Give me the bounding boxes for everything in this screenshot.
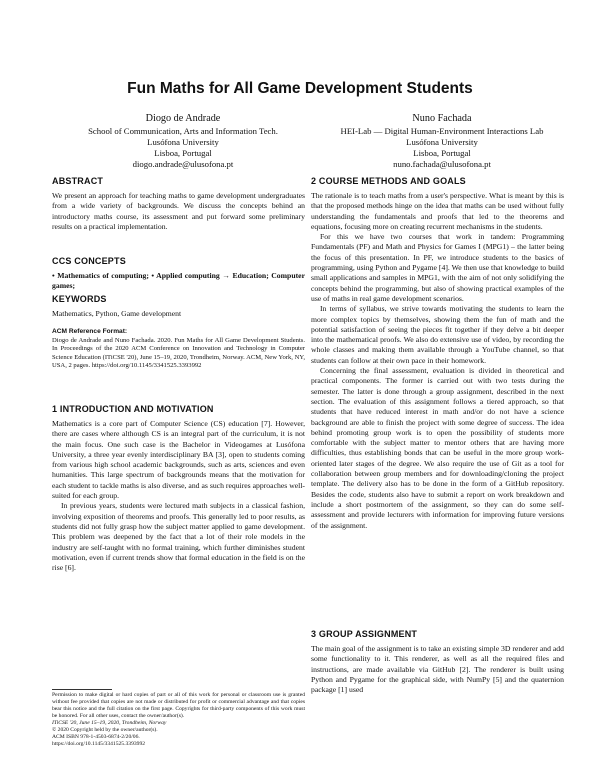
copyright-footnote bbox=[52, 692, 305, 748]
author-name: Nuno Fachada bbox=[412, 113, 472, 124]
abstract-text: We present an approach for teaching maths to game development undergraduates from a wide variety of backgrounds. We discuss the concepts behind an introductory maths course, its assessment and put forward some preliminary results on a practical implementation. bbox=[52, 191, 305, 231]
section-course-methods bbox=[311, 176, 564, 531]
keywords-section bbox=[52, 294, 305, 319]
acm-reference bbox=[52, 328, 305, 371]
author-block-1 bbox=[53, 112, 313, 170]
section-3-paragraph-1: The main goal of the assignment is to take an existing simple 3D renderer and add some functionality to it. This renderer, as well as all the required files and instructions, are made available via GitHub [2]. The renderer is built using Python and Pygame for the graphical side, with NumPy [5] and the quaternion package [1] used bbox=[311, 644, 564, 695]
permission-text: Permission to make digital or hard copies of part or all of this work for personal or classroom use is granted without fee provided that copies are not made or distributed for profit or commercial advantage and that copies bear this notice and the full citation on the first page. Copyrights for third-party components of this work must be honored. For all other uses, contact the owner/author(s). bbox=[52, 692, 305, 719]
section-2-paragraph-2: For this we have two courses that work in tandem: Programming Fundamentals (PF) and Math and Physics for Games I (MPG1) – the latter being the focus of this presentation. In PF, we introduce students to the basics of programming, using Python and Pygame [4]. We then use that knowledge to build small applications and samples in MPG1, with the aim of not only solidifying the concepts behind the programming, but also of showing practical examples of the use of maths in real game development scenarios. bbox=[311, 232, 564, 303]
author-email: nuno.fachada@ulusofona.pt bbox=[393, 159, 491, 169]
author-block-2 bbox=[297, 112, 587, 170]
venue-line: ITiCSE '20, June 15–19, 2020, Trondheim, Norway bbox=[52, 720, 167, 726]
keywords-text: Mathematics, Python, Game development bbox=[52, 309, 182, 318]
isbn-line: ACM ISBN 978-1-4503-6874-2/20/06. bbox=[52, 734, 140, 740]
author-affiliation: HEI-Lab — Digital Human-Environment Interactions Lab bbox=[340, 126, 544, 136]
ccs-section bbox=[52, 256, 305, 292]
acm-reference-text: Diogo de Andrade and Nuno Fachada. 2020. Fun Maths for All Game Development Students. In Proceedings of the 2020 ACM Conference on Innovation and Technology in Computer Science Education (ITiCSE '20), June 15–19, 2020, Trondheim, Norway. ACM, New York, NY, USA, 2 pages. https://doi.org/10.1145/3341525.3393992 bbox=[52, 336, 305, 369]
doi-line: https://doi.org/10.1145/3341525.3393992 bbox=[52, 741, 146, 747]
section-2-paragraph-4: Concerning the final assessment, evaluation is divided in theoretical and practical components. The former is carried out with two tests during the semester. The latter is done through a group assignment, described in the next section. The evaluation of this assignment follows a tiered approach, so that students that have reduced interest in math and/or do not have a science background are able to finish the project with some degree of success. The idea behind promoting group work is to open the possibility of students more comfortable with the subject matter to mentor others that are having more difficulties, thus establishing bonds that can be useful in the more group work-oriented later stages of the degree. We also require the use of Git as a tool for collaboration between group members and for downloading/cloning the project template. The delivery also has to be done in the form of a GitHub repository. Besides the code, students also have to submit a report on work breakdown and include a short postmortem of the assignment, so they can do some self-assessment and provide lecturers with information for improving future versions of the assignment. bbox=[311, 366, 564, 530]
author-affiliation: School of Communication, Arts and Information Tech. bbox=[88, 126, 278, 136]
section-2-paragraph-3: In terms of syllabus, we strive towards motivating the students to learn the more complex topics by themselves, showing them the fun of math and the potential satisfaction of seeing the pieces fit together if they delve a bit deeper into the mathematical proofs. We also do extensive use of video, by recording the whole classes and making them available through a YouTube channel, so that students can follow at their own pace in their homework. bbox=[311, 304, 564, 365]
author-university: Lusófona University bbox=[406, 137, 478, 147]
keywords-heading: KEYWORDS bbox=[52, 294, 107, 304]
ccs-text: • Mathematics of computing; • Applied computing → Education; Computer games; bbox=[52, 271, 305, 291]
copyright-line: © 2020 Copyright held by the owner/author(s). bbox=[52, 727, 158, 733]
paper-title: Fun Maths for All Game Development Students bbox=[127, 80, 473, 97]
author-location: Lisboa, Portugal bbox=[413, 148, 471, 158]
acm-reference-label: ACM Reference Format: bbox=[52, 328, 128, 335]
ccs-heading: CCS CONCEPTS bbox=[52, 256, 126, 266]
section-group-assignment bbox=[311, 629, 564, 695]
author-university: Lusófona University bbox=[147, 137, 219, 147]
section-2-heading: 2 COURSE METHODS AND GOALS bbox=[311, 176, 466, 186]
section-introduction bbox=[52, 404, 305, 573]
author-email: diogo.andrade@ulusofona.pt bbox=[132, 159, 234, 169]
section-1-paragraph-2: In previous years, students were lectured math subjects in a classical fashion, involving exposition of theorems and proofs. This generally led to poor results, as students did not fully grasp how the subject matter applied to game development. This problem was deepened by the fact that a lot of their role models in the industry are self-taught with no formal training, which further diminishes student motivation, even if current trends show that formal education in the field is on the rise [6]. bbox=[52, 501, 305, 573]
section-2-paragraph-1: The rationale is to teach maths from a user's perspective. What is meant by this is that the proposed methods hinge on the idea that maths can be used without fully understanding the fundamentals and proofs that led to the theorems and equations, focusing more on creating recurrent mechanisms in the students. bbox=[311, 191, 564, 231]
section-1-paragraph-1: Mathematics is a core part of Computer Science (CS) education [7]. However, there are cases where although CS is an integral part of the curriculum, it is not the main focus. One such case is the Bachelor in Videogames at Lusófona University, a three year evenly interdisciplinary BA [3], open to students coming from various high school academic backgrounds, such as arts, sciences and even humanities. This large spectrum of backgrounds means that the motivation for each student to tackle maths is also diverse, and as such requires approaches well-suited for each group. bbox=[52, 419, 305, 501]
section-1-heading: 1 INTRODUCTION AND MOTIVATION bbox=[52, 404, 214, 414]
footnote-rule bbox=[52, 689, 112, 690]
section-3-heading: 3 GROUP ASSIGNMENT bbox=[311, 629, 418, 639]
abstract-heading: ABSTRACT bbox=[52, 176, 104, 186]
abstract-section bbox=[52, 176, 305, 232]
author-location: Lisboa, Portugal bbox=[154, 148, 212, 158]
author-name: Diogo de Andrade bbox=[145, 113, 221, 124]
